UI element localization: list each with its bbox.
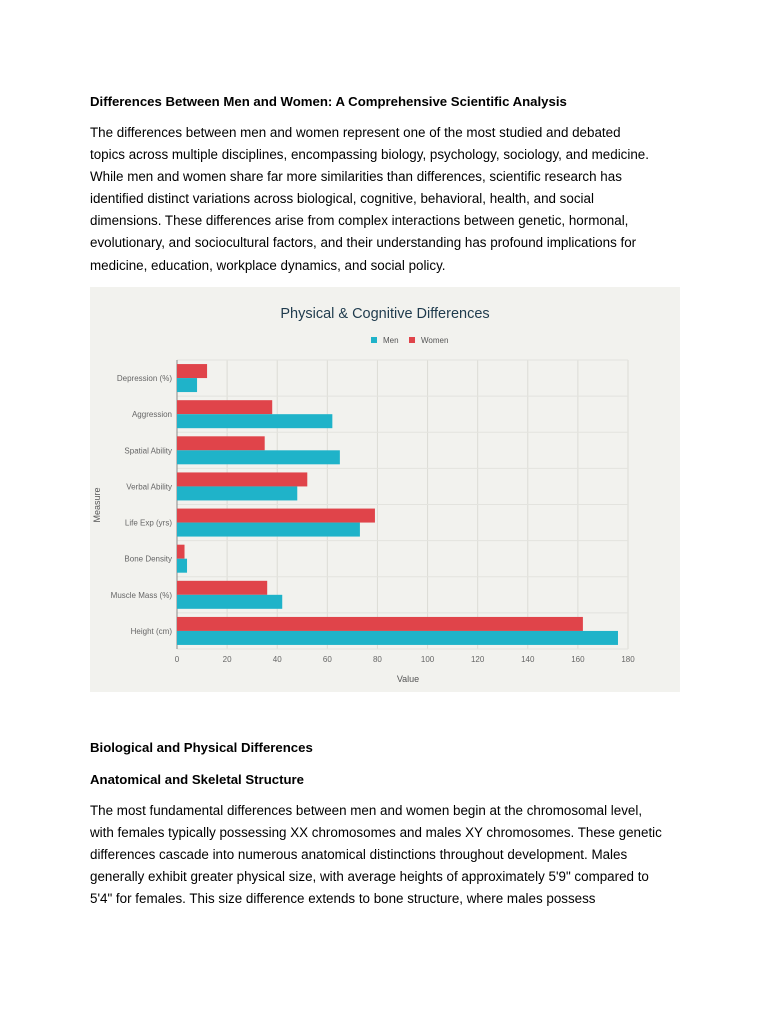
bar-men [177,450,340,464]
intro-line: topics across multiple disciplines, encompassing biology, psychology, sociology, and medicine. [90,147,649,163]
intro-line: evolutionary, and sociocultural factors, and their understanding has profound implications for [90,235,637,251]
y-tick-label: Verbal Ability [126,482,172,492]
y-tick-label: Bone Density [124,554,172,564]
body-paragraph [90,800,680,910]
subsection-heading: Anatomical and Skeletal Structure [90,771,304,787]
bar-men [177,378,197,392]
bar-women [177,472,307,486]
y-tick-label: Depression (%) [116,373,172,383]
body-line: with females typically possessing XX chromosomes and males XY chromosomes. These genetic [90,824,662,840]
document-title: Differences Between Men and Women: A Comprehensive Scientific Analysis [90,94,567,109]
x-tick-label: 60 [322,654,332,664]
bar-men [177,558,187,572]
intro-line: The differences between men and women represent one of the most studied and debated [90,125,621,140]
bar-women [177,436,265,450]
chart-title: Physical & Cognitive Differences [280,305,490,322]
body-line: generally exhibit greater physical size, with average heights of approximately 5'9" compared to [90,868,649,884]
bar-women [177,508,375,522]
intro-line: dimensions. These differences arise from complex interactions between genetic, hormonal, [90,213,629,229]
bar-men [177,414,332,428]
intro-line: identified distinct variations across biological, cognitive, behavioral, health, and social [90,191,594,207]
x-tick-label: 40 [272,654,282,664]
y-tick-label: Life Exp (yrs) [124,518,172,528]
x-tick-label: 100 [420,654,435,664]
bar-women [177,400,272,414]
y-tick-label: Height (cm) [130,626,172,636]
y-tick-label: Spatial Ability [124,445,172,455]
bar-chart [90,287,680,692]
x-tick-label: 120 [470,654,485,664]
bar-women [177,617,583,631]
bar-men [177,522,360,536]
y-tick-label: Muscle Mass (%) [110,590,172,600]
bar-women [177,580,267,594]
section-heading: Biological and Physical Differences [90,739,313,755]
bar-women [177,364,207,378]
x-tick-label: 20 [222,654,232,664]
legend-swatch-women [409,337,415,343]
x-tick-label: 0 [174,654,180,664]
body-line: differences cascade into numerous anatomical distinctions throughout development. Males [90,846,628,862]
bar-men [177,631,618,645]
y-tick-label: Aggression [131,409,172,419]
x-axis-label: Value [396,673,420,684]
document-page [90,92,680,910]
body-line: 5'4" for females. This size difference extends to bone structure, where males possess [90,891,596,907]
legend-swatch-men [371,337,377,343]
bar-men [177,594,282,608]
chart-figure [90,287,680,692]
bar-men [177,486,297,500]
intro-paragraph [90,122,680,277]
x-tick-label: 180 [621,654,635,664]
y-axis-label: Measure [92,487,102,523]
x-tick-label: 160 [571,654,585,664]
legend-label-women: Women [421,335,449,345]
intro-line: medicine, education, workplace dynamics, and social policy. [90,257,446,273]
intro-line: While men and women share far more similarities than differences, scientific research has [90,169,622,185]
x-tick-label: 80 [372,654,382,664]
legend-label-men: Men [383,335,399,345]
x-tick-label: 140 [521,654,535,664]
body-line: The most fundamental differences between men and women begin at the chromosomal level, [90,802,643,818]
bar-women [177,544,185,558]
